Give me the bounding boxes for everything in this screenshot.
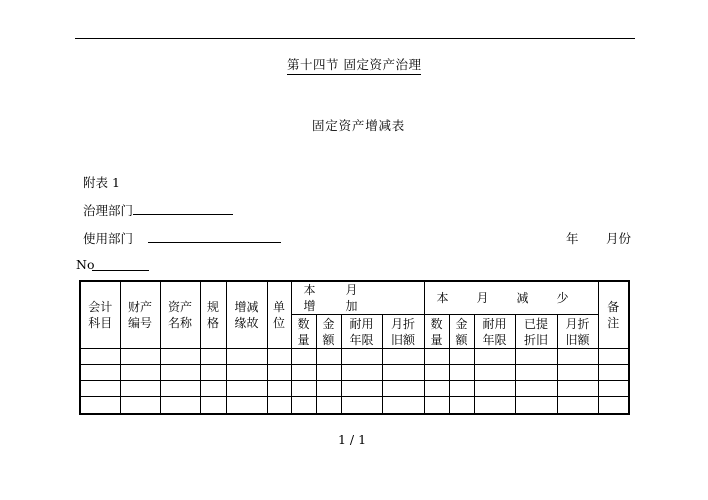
header-dec-amount: 金额	[449, 315, 474, 349]
table-row	[80, 349, 629, 365]
header-dec-accum-dep: 已提折旧	[515, 315, 557, 349]
attachment-label: 附表 1	[83, 175, 120, 190]
header-account: 会计科目	[80, 281, 120, 349]
month-label: 月份	[606, 231, 632, 246]
header-increase-group: 本月增加	[291, 281, 424, 315]
table-row	[80, 365, 629, 381]
header-inc-qty: 数量	[291, 315, 316, 349]
header-dec-life: 耐用年限	[474, 315, 515, 349]
header-spec: 规格	[200, 281, 226, 349]
top-rule	[75, 38, 635, 39]
section-title: 第十四节 固定资产治理	[287, 55, 421, 75]
use-dept-blank	[148, 242, 281, 243]
table-title: 固定资产增减表	[312, 118, 406, 133]
no-blank	[92, 270, 149, 271]
header-asset-name: 资产名称	[160, 281, 200, 349]
no-label: No	[76, 257, 95, 272]
header-inc-amount: 金额	[316, 315, 341, 349]
asset-change-table	[79, 280, 630, 415]
table-row	[80, 397, 629, 414]
header-unit: 单位	[267, 281, 291, 349]
mgmt-dept-label: 治理部门	[83, 203, 134, 218]
header-asset-no: 财产编号	[120, 281, 160, 349]
page-number: 1 / 1	[338, 432, 367, 447]
header-dec-qty: 数量	[424, 315, 449, 349]
header-reason: 增减缘故	[226, 281, 267, 349]
header-inc-life: 耐用年限	[341, 315, 382, 349]
header-inc-monthly-dep: 月折旧额	[382, 315, 424, 349]
header-decrease-group: 本月减少	[424, 281, 598, 315]
use-dept-label: 使用部门	[83, 231, 134, 246]
table-row	[80, 381, 629, 397]
header-dec-monthly-dep: 月折旧额	[557, 315, 598, 349]
year-label: 年	[566, 231, 579, 246]
mgmt-dept-blank	[133, 214, 233, 215]
header-remark: 备注	[598, 281, 629, 349]
